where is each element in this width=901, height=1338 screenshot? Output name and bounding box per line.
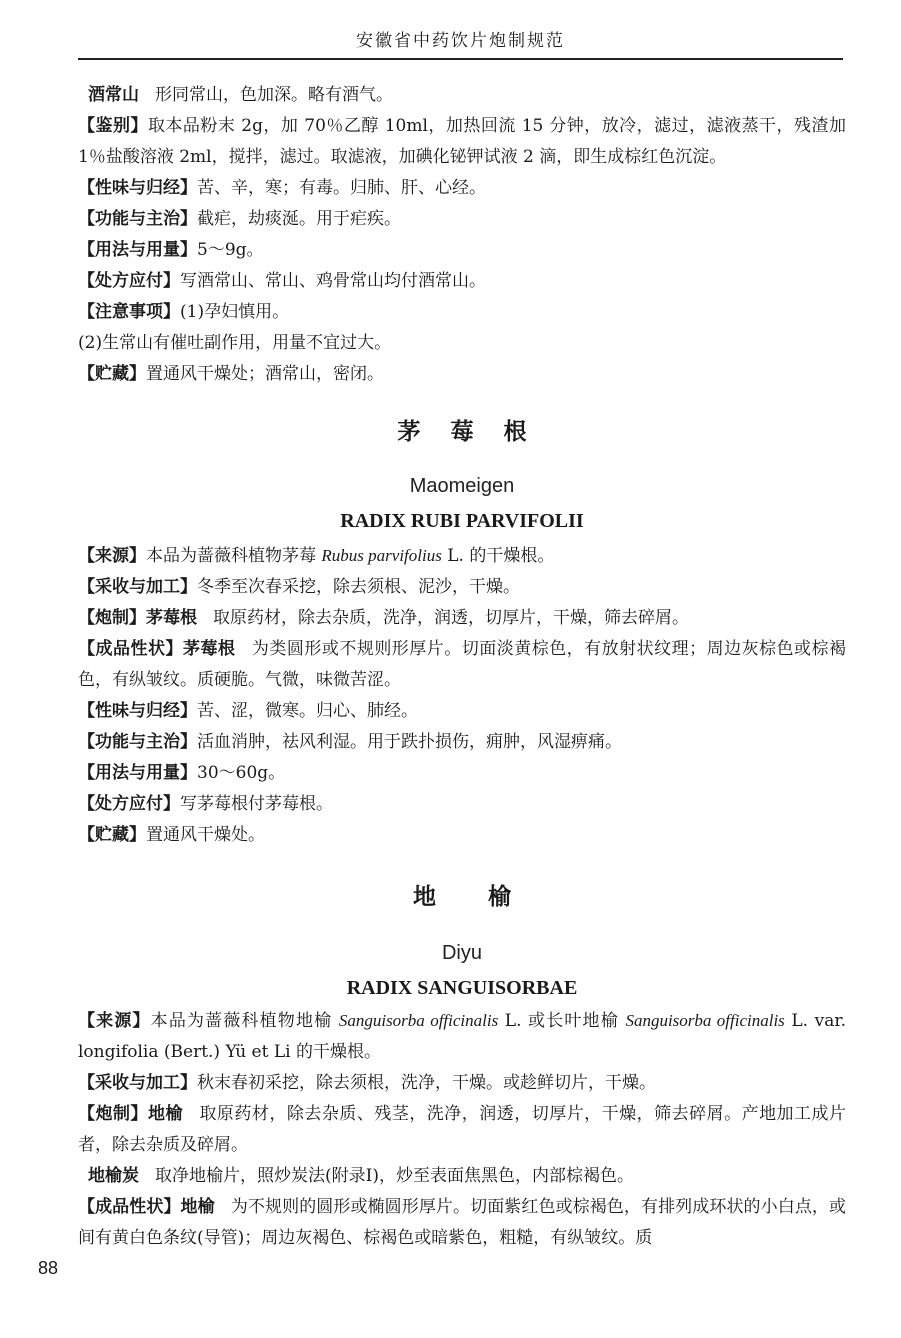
- section-label: 【功能与主治】: [78, 732, 197, 752]
- paragraph-caishou: [78, 1068, 846, 1099]
- section-text: 取本品粉末 2g，加 70％乙醇 10ml，加热回流 15 分钟，放冷，滤过，滤液蒸干，残渣加 1％盐酸溶液 2ml，搅拌，滤过。取滤液，加碘化铋钾试液 2 滴，即生成棕红色沉淀。: [78, 116, 846, 167]
- item-label: 地榆: [180, 1197, 215, 1217]
- paragraph-xingzhuang: [78, 634, 846, 696]
- section-label: 【处方应付】: [78, 794, 180, 814]
- section-text: 取净地榆片，照炒炭法(附录Ⅰ)，炒至表面焦黑色，内部棕褐色。: [155, 1166, 634, 1186]
- section-text: 本品为蔷薇科植物地榆: [150, 1011, 333, 1031]
- section-text: 取原药材，除去杂质，洗净，润透，切厚片，干燥，筛去碎屑。: [213, 608, 689, 628]
- paragraph-jianbie: [78, 111, 846, 173]
- section-label: 【注意事项】: [78, 302, 180, 322]
- section-label: 【成品性状】: [78, 639, 183, 659]
- section-text: 写茅莓根付茅莓根。: [180, 794, 333, 814]
- section-text: L. var. longifolia (Bert.) Yü et Li 的干燥根。: [78, 1011, 847, 1062]
- section-text: 30～60g。: [197, 763, 286, 783]
- section-text: 为不规则的圆形或椭圆形厚片。切面紫红色或棕褐色，有排列成环状的小白点，或间有黄白色条纹(导管)；周边灰褐色、棕褐色或暗紫色，粗糙，有纵皱纹。质: [78, 1197, 847, 1248]
- page-number: 88: [38, 1258, 59, 1278]
- entry-title-chinese: 地 榆: [412, 884, 511, 910]
- section-label: 【炮制】: [78, 1104, 148, 1124]
- paragraph-yongfa: [78, 758, 846, 789]
- paragraph-zhucang: [78, 359, 846, 390]
- item-label: 地榆: [147, 1104, 183, 1124]
- section-text: 本品为蔷薇科植物茅莓: [146, 546, 316, 566]
- latin-name: Sanguisorba officinalis: [338, 1011, 499, 1030]
- paragraph-gongneng: [78, 204, 846, 235]
- entry-title-chinese: 茅 莓 根: [397, 419, 527, 445]
- section-label: 【采收与加工】: [78, 577, 197, 597]
- item-label: 茅莓根: [146, 608, 197, 628]
- section-text: 秋末春初采挖，除去须根，洗净，干燥。或趁鲜切片，干燥。: [197, 1073, 656, 1093]
- section-text: (2)生常山有催吐副作用，用量不宜过大。: [78, 333, 392, 353]
- section-text: 置通风干燥处；酒常山，密闭。: [146, 364, 384, 384]
- item-label: 酒常山: [88, 85, 139, 105]
- paragraph-gongneng: [78, 727, 846, 758]
- section-label: 【用法与用量】: [78, 763, 197, 783]
- section-label: 【用法与用量】: [78, 240, 197, 260]
- section-text: L. 的干燥根。: [447, 546, 555, 566]
- paragraph-xingzhuang: [78, 1192, 846, 1254]
- entry-title-pinyin: Diyu: [441, 942, 482, 964]
- paragraph-laiyuan: [78, 540, 846, 572]
- section-text: 取原药材，除去杂质、残茎，洗净，润透，切厚片，干燥，筛去碎屑。产地加工成片者，除去杂质及碎屑。: [78, 1104, 847, 1155]
- paragraph-paozhi: [78, 603, 846, 634]
- section-label: 【炮制】: [78, 608, 146, 628]
- section-label: 【鉴别】: [78, 116, 148, 136]
- section-label: 【处方应付】: [78, 271, 180, 291]
- section-label: 【贮藏】: [78, 364, 146, 384]
- page-body: [78, 80, 846, 1254]
- section-text: 冬季至次春采挖，除去须根、泥沙，干燥。: [197, 577, 520, 597]
- section-label: 【性味与归经】: [78, 178, 197, 198]
- section-label: 【来源】: [78, 546, 146, 566]
- paragraph-xingwei: [78, 173, 846, 204]
- entry-title-latin: RADIX SANGUISORBAE: [346, 977, 578, 999]
- item-label: 地榆炭: [88, 1166, 139, 1186]
- section-text: 苦、辛，寒；有毒。归肺、肝、心经。: [197, 178, 486, 198]
- section-text: 苦、涩，微寒。归心、肺经。: [197, 701, 418, 721]
- section-text: (1)孕妇慎用。: [180, 302, 290, 322]
- paragraph-laiyuan: [78, 1005, 846, 1068]
- paragraph-paozhi: [78, 1099, 846, 1161]
- paragraph-zhucang: [78, 820, 846, 851]
- entry-title-pinyin: Maomeigen: [409, 475, 515, 497]
- item-text: 形同常山，色加深。略有酒气。: [155, 85, 393, 105]
- section-text: 5～9g。: [197, 240, 264, 260]
- latin-name: Rubus parvifolius: [321, 546, 442, 565]
- paragraph-xingwei: [78, 696, 846, 727]
- paragraph-chufang: [78, 266, 846, 297]
- paragraph-zhuyi: [78, 297, 846, 328]
- section-text: 截疟，劫痰涎。用于疟疾。: [197, 209, 401, 229]
- entry-title-latin: RADIX RUBI PARVIFOLII: [340, 510, 584, 532]
- item-label: 茅莓根: [182, 639, 236, 659]
- paragraph-jiu-changshan: [78, 80, 846, 111]
- paragraph-zhuyi-2: [78, 328, 846, 359]
- section-text: 为类圆形或不规则形厚片。切面淡黄棕色，有放射状纹理；周边灰棕色或棕褐色，有纵皱纹。质硬脆。气微，味微苦涩。: [78, 639, 847, 690]
- section-label: 【功能与主治】: [78, 209, 197, 229]
- section-label: 【来源】: [78, 1011, 151, 1031]
- section-label: 【贮藏】: [78, 825, 146, 845]
- paragraph-diyutan: [78, 1161, 846, 1192]
- section-text: L. 或长叶地榆: [504, 1011, 619, 1031]
- section-label: 【采收与加工】: [78, 1073, 197, 1093]
- paragraph-yongfa: [78, 235, 846, 266]
- section-text: 置通风干燥处。: [146, 825, 265, 845]
- section-label: 【性味与归经】: [78, 701, 197, 721]
- section-text: 写酒常山、常山、鸡骨常山均付酒常山。: [180, 271, 486, 291]
- paragraph-chufang: [78, 789, 846, 820]
- paragraph-caishou: [78, 572, 846, 603]
- section-text: 活血消肿，祛风利湿。用于跌扑损伤，痈肿，风湿痹痛。: [197, 732, 622, 752]
- section-label: 【成品性状】: [78, 1197, 181, 1217]
- latin-name: Sanguisorba officinalis: [625, 1011, 785, 1030]
- running-header: 安徽省中药饮片炮制规范: [78, 26, 843, 60]
